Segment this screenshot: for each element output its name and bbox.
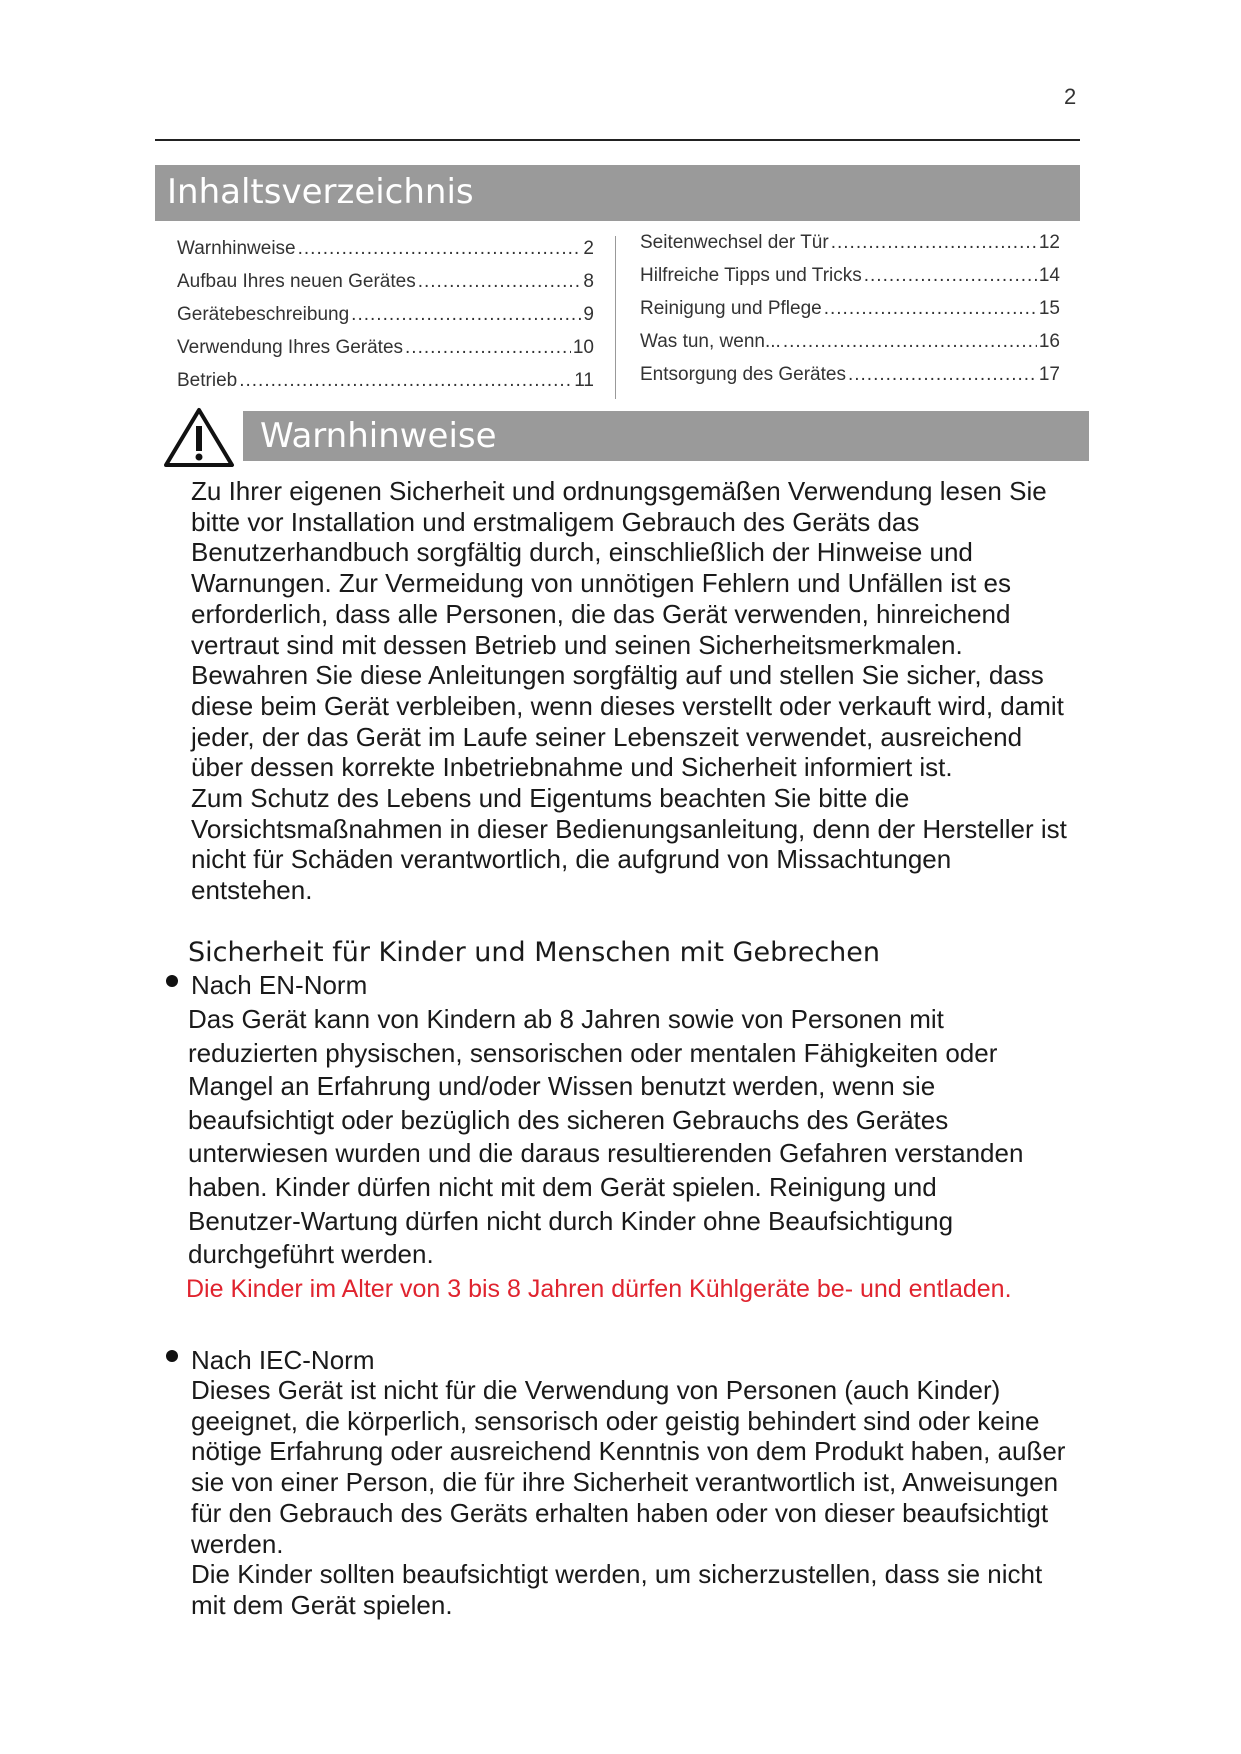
toc-title: Inhaltsverzeichnis — [167, 172, 474, 212]
bullet-dot — [166, 975, 178, 987]
warnings-title: Warnhinweise — [260, 416, 497, 456]
intro-paragraph: Zu Ihrer eigenen Sicherheit und ordnungsgemäßen Verwendung lesen Sie bitte vor Installation und erstmaligem Gebrauch des Geräts das Benutzerhandbuch sorgfältig durch, einschließlich der Hinweise und Warnungen. Zur Vermeidung von unnötigen Fehlern und Unfällen ist es erforderlich, dass alle Personen, die das Gerät verwenden, hinreichend vertraut sind mit dessen Betrieb und seinen Sicherheitsmerkmalen. Bewahren Sie diese Anleitungen sorgfältig auf und stellen Sie sicher, dass diese beim Gerät verbleiben, wenn dieses verstellt oder verkauft wird, damit jeder, der das Gerät im Laufe seiner Lebenszeit verwendet, ausreichend über dessen korrekte Inbetriebnahme und Sicherheit informiert ist. — [191, 476, 1064, 783]
iec-norm-title: Nach IEC-Norm — [191, 1345, 375, 1375]
en-norm-title: Nach EN-Norm — [191, 970, 368, 1000]
page-number: 2 — [1064, 84, 1077, 109]
toc-entry[interactable]: Reinigung und Pflege ..... 15 — [640, 298, 1060, 331]
warning-triangle-icon — [163, 406, 235, 468]
toc-entry[interactable]: Warnhinweise ..... 2 — [177, 238, 594, 271]
en-norm-red-note: Die Kinder im Alter von 3 bis 8 Jahren dürfen Kühlgeräte be- und entladen. — [186, 1275, 1012, 1303]
toc-entry[interactable]: Betrieb ..... 11 — [177, 370, 594, 403]
toc-banner — [155, 165, 1080, 221]
iec-supervision-text: Die Kinder sollten beaufsichtigt werden, um sicherzustellen, dass sie nicht mit dem Gerät spielen. — [191, 1559, 1043, 1620]
toc-left-column — [177, 238, 594, 403]
toc-entry[interactable]: Was tun, wenn... ..... 16 — [640, 331, 1060, 364]
en-norm-text: Das Gerät kann von Kindern ab 8 Jahren sowie von Personen mit reduzierten physischen, sensorischen oder mentalen Fähigkeiten oder Mangel an Erfahrung und/oder Wissen benutzt werden, wenn sie beaufsichtigt oder bezüglich des sicheren Gebrauchs des Gerätes unterwiesen wurden und die daraus resultierenden Gefahren verstanden haben. Kinder dürfen nicht mit dem Gerät spielen. Reinigung und Benutzer-Wartung dürfen nicht durch Kinder ohne Beaufsichtigung durchgeführt werden. — [188, 1004, 1024, 1270]
children-safety-heading: Sicherheit für Kinder und Menschen mit Gebrechen — [188, 937, 881, 968]
iec-norm-text: Dieses Gerät ist nicht für die Verwendung von Personen (auch Kinder) geeignet, die körperlich, sensorisch oder geistig behindert sind oder keine nötige Erfahrung oder ausreichend Kenntnis von dem Produkt haben, außer sie von einer Person, die für ihre Sicherheit verantwortlich ist, Anweisungen für den Gebrauch des Geräts erhalten haben oder von dieser beaufsichtigt werden. — [191, 1375, 1066, 1559]
toc-entry[interactable]: Hilfreiche Tipps und Tricks ..... 14 — [640, 265, 1060, 298]
protection-paragraph: Zum Schutz des Lebens und Eigentums beachten Sie bitte die Vorsichtsmaßnahmen in dieser Bedienungsanleitung, denn der Hersteller ist nicht für Schäden verantwortlich, die aufgrund von Missachtungen entstehen. — [191, 783, 1067, 906]
toc-divider — [615, 236, 616, 399]
toc-entry[interactable]: Gerätebeschreibung ..... 9 — [177, 304, 594, 337]
warnings-body — [191, 476, 1071, 906]
header-rule — [155, 139, 1080, 141]
toc-entry[interactable]: Aufbau Ihres neuen Gerätes ..... 8 — [177, 271, 594, 304]
toc-entry[interactable]: Entsorgung des Gerätes ..... 17 — [640, 364, 1060, 397]
toc-entry[interactable]: Verwendung Ihres Gerätes ..... 10 — [177, 337, 594, 370]
toc-right-column — [640, 232, 1060, 397]
bullet-dot — [166, 1350, 178, 1362]
warnings-banner — [243, 411, 1089, 461]
toc-entry[interactable]: Seitenwechsel der Tür ..... 12 — [640, 232, 1060, 265]
iec-norm-body — [191, 1375, 1071, 1621]
